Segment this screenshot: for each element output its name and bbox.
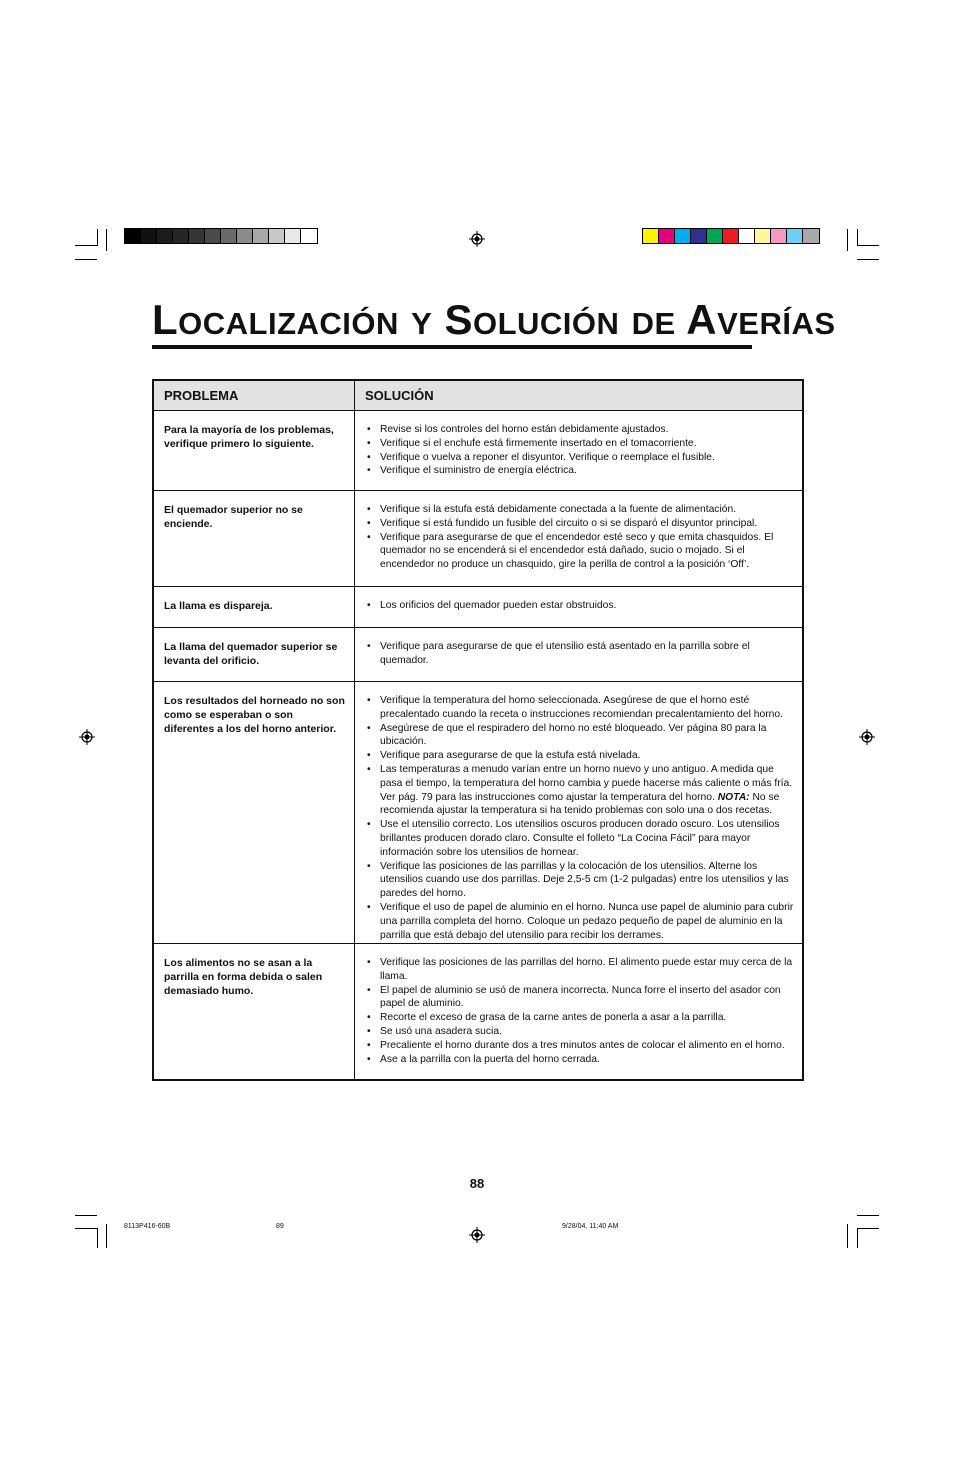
problem-cell: Para la mayoría de los problemas, verifique primero lo siguiente. [154,411,355,490]
crop-mark [847,229,848,251]
nota-label: NOTA: [717,791,750,803]
footer-job-code: 8113P416-60B [124,1223,171,1230]
crop-mark [75,245,97,246]
crop-mark [857,245,879,246]
crop-mark [857,229,858,246]
solution-item: • Asegúrese de que el respiradero del horno no esté bloqueado. Ver página 80 para la ubicación. [365,722,796,750]
solution-item: • Verifique las posiciones de las parrillas y la colocación de los utensilios. Alterne los utensilios cuando use dos parrillas. Deje 2,5-5 cm (1-2 pulgadas) entre los utensilios y las paredes del horno. [365,860,796,901]
color-swatch [141,229,157,243]
solution-item: • Verifique el uso de papel de aluminio en el horno. Nunca use papel de aluminio para cubrir una parrilla completa del horno. Coloque un pedazo pequeño de papel de aluminio en la parrilla que está debajo del utensilio para recibir los derrames. [365,901,796,942]
solution-cell [355,682,802,943]
registration-mark-icon [469,1227,485,1243]
color-swatch [755,229,771,243]
color-swatch [237,229,253,243]
color-swatch [707,229,723,243]
color-swatch [771,229,787,243]
page-title [152,296,836,348]
solution-item: • Verifique el suministro de energía eléctrica. [365,464,796,478]
crop-mark [857,1228,858,1248]
solution-item: • Se usó una asadera sucia. [365,1025,796,1039]
table-row [154,587,802,628]
color-swatch [285,229,301,243]
table-row [154,682,802,944]
table-row [154,411,802,491]
solution-item: • Verifique la temperatura del horno seleccionada. Asegúrese de que el horno esté precalentado cuando la receta o instrucciones recomiendan precalentamiento del horno. [365,694,796,722]
color-swatch [125,229,141,243]
crop-mark [847,1224,848,1248]
grayscale-calibration-bar [124,228,318,244]
crop-mark [97,229,98,246]
problem-cell: El quemador superior no se enciende. [154,491,355,586]
solution-item: • Verifique las posiciones de las parrillas del horno. El alimento puede estar muy cerca de la llama. [365,956,796,984]
crop-mark [857,1228,879,1229]
table-row [154,944,802,1079]
solution-cell [355,411,802,490]
color-swatch [205,229,221,243]
title-underline [152,345,752,349]
table-row [154,628,802,682]
crop-mark [857,1215,879,1216]
title-word: VERÍAS [717,306,836,341]
solution-item: • Use el utensilio correcto. Los utensilios oscuros producen dorado oscuro. Los utensilios brillantes producen dorado claro. Consulte el folleto “La Cocina Fácil” para mayor información sobre los utensilios de hornear. [365,818,796,859]
crop-mark [75,259,97,260]
problem-cell: Los alimentos no se asan a la parrilla en forma debida o salen demasiado humo. [154,944,355,1079]
solution-item: • Precaliente el horno durante dos a tres minutos antes de colocar el alimento en el horno. [365,1039,796,1053]
header-solution: SOLUCIÓN [365,388,434,403]
solution-item: • Verifique para asegurarse de que el utensilio está asentado en la parrilla sobre el quemador. [365,640,796,668]
color-swatch [643,229,659,243]
solution-item: • Revise si los controles del horno están debidamente ajustados. [365,423,796,437]
crop-mark [97,1228,98,1248]
problem-cell: La llama es dispareja. [154,587,355,627]
color-swatch [221,229,237,243]
color-swatch [691,229,707,243]
solution-cell [355,628,802,681]
crop-mark [75,1215,97,1216]
title-word: Y [411,306,433,341]
crop-mark [106,1224,107,1248]
registration-mark-icon [469,231,485,247]
title-word: OCALIZACIÓN [178,306,399,341]
title-word: DE [631,306,676,341]
color-swatch [787,229,803,243]
solution-cell [355,944,802,1079]
solution-item: • Recorte el exceso de grasa de la carne antes de ponerla a asar a la parrilla. [365,1011,796,1025]
solution-cell [355,587,802,627]
color-swatch [739,229,755,243]
color-swatch [253,229,269,243]
color-swatch [189,229,205,243]
title-initial: A [686,296,718,343]
color-calibration-bar [642,228,820,244]
color-swatch [301,229,317,243]
color-swatch [269,229,285,243]
solution-item: • Verifique si está fundido un fusible del circuito o si se disparó el disyuntor principal. [365,517,796,531]
color-swatch [675,229,691,243]
color-swatch [723,229,739,243]
registration-mark-icon [859,729,875,745]
solution-item [365,763,796,818]
solution-cell [355,491,802,586]
solution-item: • Verifique para asegurarse de que el encendedor esté seco y que emita chasquidos. El quemador no se encenderá si el encendedor está dañado, sucio o mojado. Si el encendedor no produce un chasquido, gire la perilla de control a la posición ‘Off’. [365,531,796,572]
crop-mark [857,259,879,260]
footer-timestamp: 9/28/04, 11:40 AM [562,1223,619,1230]
troubleshooting-table [152,379,804,1081]
nota-text: No se recomienda ajustar la temperatura si ha tenido problemas con solo una o dos recetas. [380,791,780,817]
page-number: 88 [469,1176,485,1191]
solution-item: • Ase a la parrilla con la puerta del horno cerrada. [365,1053,796,1067]
solution-item: • Los orificios del quemador pueden estar obstruidos. [365,599,796,613]
problem-cell: Los resultados del horneado no son como se esperaban o son diferentes a los del horno anterior. [154,682,355,943]
title-initial: S [444,296,473,343]
solution-item: • Verifique para asegurarse de que la estufa está nivelada. [365,749,796,763]
table-header [154,381,802,411]
color-swatch [803,229,819,243]
solution-item: • Verifique o vuelva a reponer el disyuntor. Verifique o reemplace el fusible. [365,451,796,465]
crop-mark [75,1228,97,1229]
registration-mark-icon [79,729,95,745]
color-swatch [157,229,173,243]
title-initial: L [152,296,179,343]
solution-item: • Verifique si el enchufe está firmemente insertado en el tomacorriente. [365,437,796,451]
solution-item: • Verifique si la estufa está debidamente conectada a la fuente de alimentación. [365,503,796,517]
crop-mark [106,229,107,251]
solution-item: • El papel de aluminio se usó de manera incorrecta. Nunca forre el inserto del asador con papel de aluminio. [365,984,796,1012]
table-row [154,491,802,587]
color-swatch [173,229,189,243]
solution-text: Las temperaturas a menudo varían entre un horno nuevo y uno antiguo. A medida que pasa el tiempo, la temperatura del horno cambia y puede hacerse más caliente o más fría. Ver pág. 79 para las instrucciones como ajustar la temperatura del horno. [380,763,793,803]
problem-cell: La llama del quemador superior se levanta del orificio. [154,628,355,681]
header-problem: PROBLEMA [154,381,355,410]
color-swatch [659,229,675,243]
footer-sheet-number: 89 [276,1223,284,1230]
title-word: OLUCIÓN [472,306,620,341]
